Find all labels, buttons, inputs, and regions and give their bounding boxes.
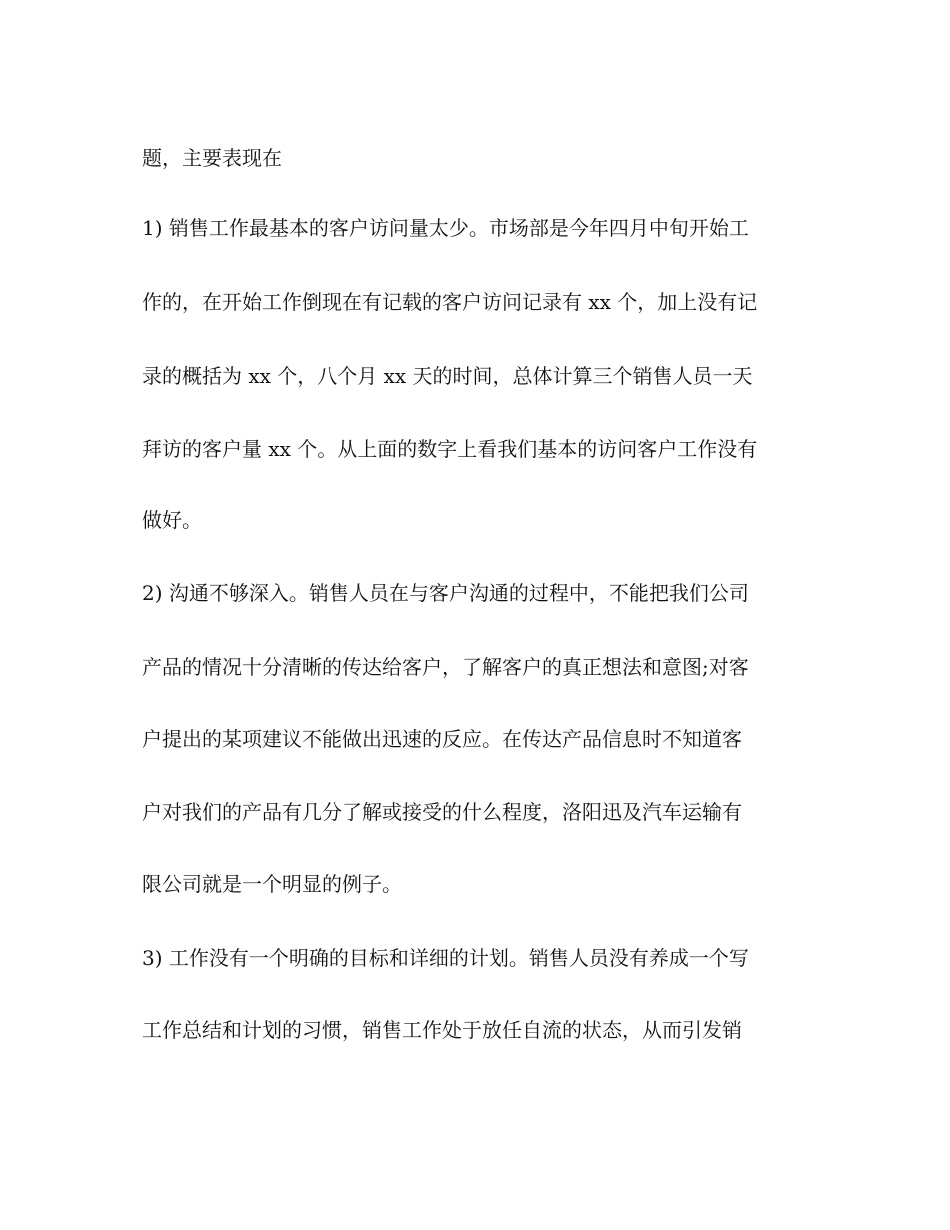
text-line: 2) 沟通不够深入。销售人员在与客户沟通的过程中，不能把我们公司 xyxy=(142,581,749,605)
text-line: 做好。 xyxy=(142,508,202,532)
text-line: 工作总结和计划的习惯，销售工作处于放任自流的状态，从而引发销 xyxy=(142,1018,742,1042)
text-line: 拜访的客户量 xx 个。从上面的数字上看我们基本的访问客户工作没有 xyxy=(142,437,758,461)
text-line: 限公司就是一个明显的例子。 xyxy=(142,872,402,896)
text-line: 题，主要表现在 xyxy=(142,146,282,170)
text-line: 1) 销售工作最基本的客户访问量太少。市场部是今年四月中旬开始工 xyxy=(142,216,749,240)
text-line: 录的概括为 xx 个，八个月 xx 天的时间，总体计算三个销售人员一天 xyxy=(142,364,753,388)
text-line: 产品的情况十分清晰的传达给客户，了解客户的真正想法和意图;对客 xyxy=(142,655,749,679)
text-line: 户提出的某项建议不能做出迅速的反应。在传达产品信息时不知道客 xyxy=(142,727,742,751)
text-line: 户对我们的产品有几分了解或接受的什么程度，洛阳迅及汽车运输有 xyxy=(142,800,742,824)
text-line: 作的，在开始工作倒现在有记载的客户访问记录有 xx 个，加上没有记 xyxy=(142,290,758,314)
text-line: 3) 工作没有一个明确的目标和详细的计划。销售人员没有养成一个写 xyxy=(142,946,749,970)
